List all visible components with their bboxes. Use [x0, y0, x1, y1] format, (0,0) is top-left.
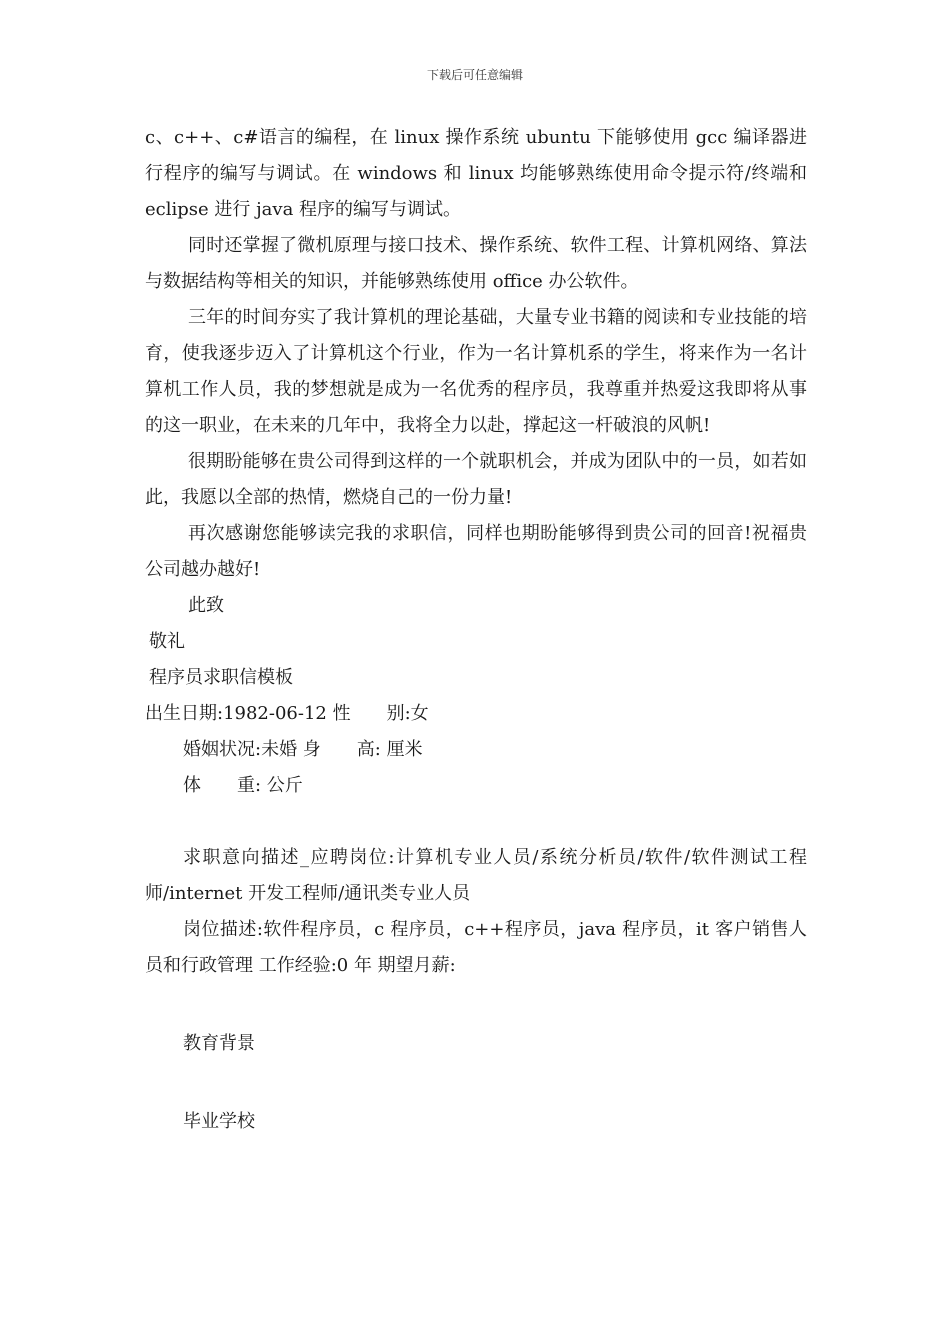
info-weight: 体 重: 公斤: [183, 775, 303, 796]
school-heading: 毕业学校: [183, 1111, 255, 1132]
spacer: [145, 1062, 807, 1104]
template-title: 程序员求职信模板: [149, 667, 293, 688]
info-marital-height: 婚姻状况:未婚 身 高: 厘米: [183, 739, 423, 760]
page-header: 下载后可任意编辑: [426, 68, 523, 82]
closing-line-2: 敬礼: [149, 631, 185, 652]
paragraph-knowledge: 同时还掌握了微机原理与接口技术、操作系统、软件工程、计算机网络、算法与数据结构等相关的知识，并能够熟练使用 office 办公软件。: [145, 235, 807, 292]
info-birth-gender: 出生日期:1982-06-12 性 别:女: [145, 703, 429, 724]
document-body: [145, 120, 807, 1140]
paragraph-programming-skills: c、c++、c#语言的编程，在 linux 操作系统 ubuntu 下能够使用 gcc 编译器进行程序的编写与调试。在 windows 和 linux 均能够熟练使用命令提示符/终端和 eclipse 进行 java 程序的编写与调试。: [145, 127, 807, 220]
paragraph-career-goal: 三年的时间夯实了我计算机的理论基础，大量专业书籍的阅读和专业技能的培育，使我逐步迈入了计算机这个行业，作为一名计算机系的学生，将来作为一名计算机工作人员，我的梦想就是成为一名优秀的程序员，我尊重并热爱这我即将从事的这一职业，在未来的几年中，我将全力以赴，撑起这一杆破浪的风帆!: [145, 307, 807, 436]
job-intent: 求职意向描述_应聘岗位:计算机专业人员/系统分析员/软件/软件测试工程师/internet 开发工程师/通讯类专业人员: [145, 847, 807, 904]
paragraph-thanks: 再次感谢您能够读完我的求职信，同样也期盼能够得到贵公司的回音!祝福贵公司越办越好!: [145, 523, 807, 580]
spacer: [145, 804, 807, 840]
paragraph-hope: 很期盼能够在贵公司得到这样的一个就职机会，并成为团队中的一员，如若如此，我愿以全部的热情，燃烧自己的一份力量!: [145, 451, 807, 508]
closing-line-1: 此致: [188, 595, 224, 616]
education-heading: 教育背景: [183, 1033, 255, 1054]
job-description: 岗位描述:软件程序员，c 程序员，c++程序员，java 程序员，it 客户销售人员和行政管理 工作经验:0 年 期望月薪:: [145, 919, 807, 976]
spacer: [145, 984, 807, 1026]
